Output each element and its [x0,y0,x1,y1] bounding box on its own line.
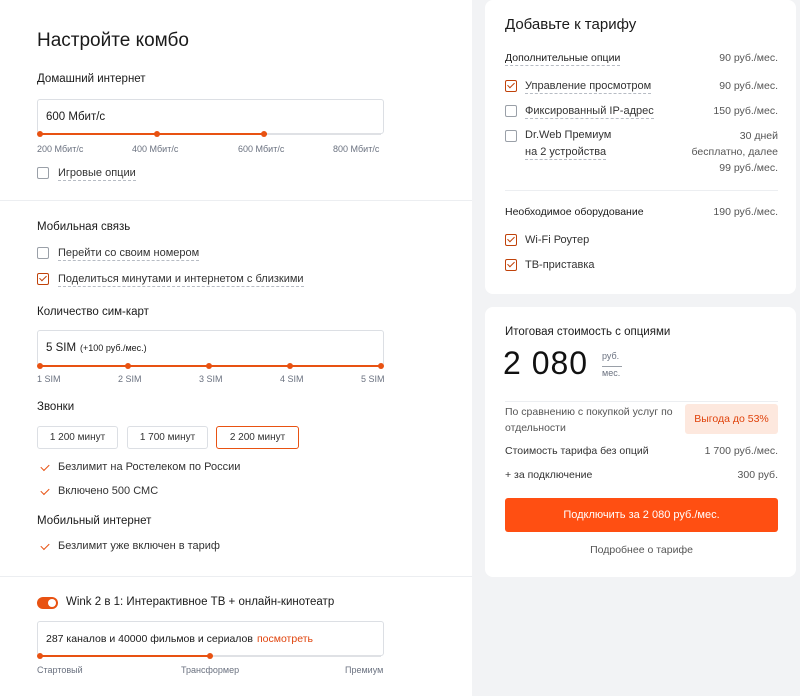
sim-tick: 4 SIM [280,374,304,384]
addon-price: 150 руб./мес. [713,105,778,117]
sim-tick: 1 SIM [37,374,61,384]
total-unit-top: руб. [602,351,620,361]
share-minutes-label[interactable]: Поделиться минутами и интернетом с близкими [58,273,304,285]
divider [505,190,778,191]
internet-slider-handle[interactable] [261,131,267,137]
connection-fee-label: + за подключение [505,469,593,481]
internet-tick: 400 Мбит/с [132,144,179,154]
addons-card [485,0,796,294]
wink-tick: Премиум [345,665,384,675]
port-number-checkbox[interactable] [37,247,49,259]
addons-options-label: Дополнительные опции [505,52,621,64]
connect-button[interactable]: Подключить за 2 080 руб./мес. [505,498,778,532]
connection-fee-row [505,469,778,481]
mobile-internet-feature: Безлимит уже включен в тариф [58,540,220,552]
equipment-item: Wi-Fi Роутер [525,234,590,246]
sim-count-extra: (+100 руб./мес.) [80,343,147,353]
total-card [485,307,796,577]
addon-label-line2[interactable]: на 2 устройства [525,146,607,158]
wink-tick: Трансформер [181,665,240,675]
equipment-item: ТВ-приставка [525,259,595,271]
wink-tick: Стартовый [37,665,83,675]
wink-slider-handle[interactable] [207,653,213,659]
mobile-internet-label: Мобильный интернет [37,515,152,527]
equipment-checkbox-router[interactable] [505,234,517,246]
wink-slider-stop[interactable] [37,653,43,659]
equipment-checkbox-tv-box[interactable] [505,259,517,271]
sim-count-label: Количество сим-карт [37,306,149,318]
sim-slider-stop[interactable] [37,363,43,369]
internet-tick: 800 Мбит/с [333,144,380,154]
savings-badge: Выгода до 53% [685,404,778,434]
sim-tick: 3 SIM [199,374,223,384]
base-price-label: Стоимость тарифа без опций [505,445,649,457]
wink-label: Wink 2 в 1: Интерактивное ТВ + онлайн-кинотеатр [66,596,335,608]
wink-slider-fill [40,655,210,657]
wink-toggle[interactable] [37,597,58,609]
base-price-row [505,445,778,457]
wink-view-link[interactable]: посмотреть [256,632,313,645]
equipment-header [505,206,778,218]
share-minutes-checkbox[interactable] [37,273,49,285]
base-price-value: 1 700 руб./мес. [704,445,778,457]
compare-text: По сравнению с покупкой услуг по отдельности [505,406,673,434]
internet-speed-field[interactable] [37,99,384,134]
addon-price-line3: 99 руб./мес. [719,162,778,174]
sim-count-field[interactable] [37,330,384,366]
addon-label[interactable]: Dr.Web Премиум [525,129,612,141]
mobile-label: Мобильная связь [37,221,131,233]
wink-slider[interactable] [40,655,381,657]
connection-fee-value: 300 руб. [737,469,778,481]
sim-slider-handle[interactable] [378,363,384,369]
divider [0,200,472,201]
internet-tick: 600 Мбит/с [238,144,285,154]
internet-slider[interactable] [40,133,381,135]
addon-price: 90 руб./мес. [719,80,778,92]
port-number-label[interactable]: Перейти со своим номером [58,247,200,259]
total-title: Итоговая стоимость с опциями [505,326,671,338]
addon-checkbox-viewing-control[interactable] [505,80,517,92]
wink-package-field[interactable] [37,621,384,656]
sim-slider-stop[interactable] [206,363,212,369]
calls-feature: Включено 500 СМС [58,485,159,497]
calls-option-1700[interactable]: 1 700 минут [127,426,208,449]
check-icon [40,486,49,495]
equipment-price: 190 руб./мес. [713,206,778,218]
addon-checkbox-drweb[interactable] [505,130,517,142]
calls-label: Звонки [37,401,75,413]
check-icon [40,541,49,550]
sim-tick: 5 SIM [361,374,385,384]
addon-price-line1: 30 дней [739,130,778,142]
unit-divider [602,366,622,367]
wink-package-value: 287 каналов и 40000 фильмов и сериалов [46,632,253,645]
addon-price [692,128,778,176]
gaming-options-label[interactable]: Игровые опции [58,167,136,179]
addons-options-header [505,52,778,64]
page-title: Настройте комбо [37,30,189,51]
sim-slider[interactable] [40,365,381,367]
internet-slider-stop[interactable] [154,131,160,137]
gaming-options-checkbox[interactable] [37,167,49,179]
internet-speed-value: 600 Мбит/с [46,110,106,123]
addon-checkbox-static-ip[interactable] [505,105,517,117]
total-amount: 2 080 [503,345,589,381]
internet-slider-stop[interactable] [37,131,43,137]
addon-label[interactable]: Фиксированный IP-адрес [525,105,654,117]
addons-options-price: 90 руб./мес. [719,52,778,64]
sim-slider-stop[interactable] [287,363,293,369]
internet-label: Домашний интернет [37,73,146,85]
calls-option-2200[interactable]: 2 200 минут [216,426,299,449]
sim-slider-stop[interactable] [125,363,131,369]
tariff-details-link[interactable]: Подробнее о тарифе [590,544,693,556]
addon-price-line2: бесплатно, далее [691,146,778,158]
sim-tick: 2 SIM [118,374,142,384]
internet-tick: 200 Мбит/с [37,144,84,154]
calls-feature: Безлимит на Ростелеком по России [58,461,241,473]
check-icon [40,462,49,471]
calls-option-1200[interactable]: 1 200 минут [37,426,118,449]
total-unit-bottom: мес. [602,368,621,378]
addons-title: Добавьте к тарифу [505,16,637,33]
sim-count-value: 5 SIM [46,342,77,354]
addon-label[interactable]: Управление просмотром [525,80,652,92]
divider [505,401,778,402]
divider [0,576,472,577]
equipment-label: Необходимое оборудование [505,206,644,218]
